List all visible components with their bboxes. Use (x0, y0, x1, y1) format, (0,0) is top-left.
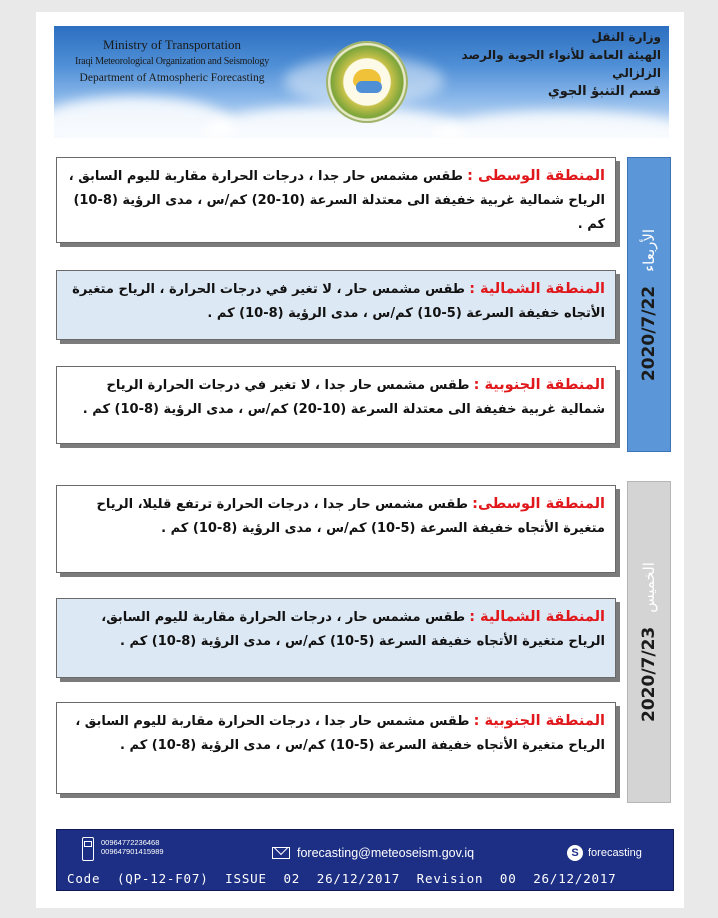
forecast-text: طقس مشمس حار جدا ، لا تغير في درجات الحرارة الرياح شمالية غربية خفيفة الى معتدلة السرعة (10-20) كم/س ، مدى الرؤية (8-10) كم . (82, 378, 605, 417)
region-label: المنطقة الوسطى: (472, 496, 605, 512)
department-name-ar: قسم التنبؤ الجوي (547, 84, 661, 99)
forecast-box-north-day1 (56, 270, 616, 340)
forecast-box-south-day1 (56, 366, 616, 444)
header-banner (54, 26, 669, 138)
skype-handle[interactable]: forecasting (588, 847, 642, 859)
email-link[interactable]: forecasting@meteoseism.gov.iq (297, 846, 475, 860)
forecast-box-central-day1 (56, 157, 616, 243)
day-tab-thursday (627, 481, 671, 803)
day-name: الأربعاء (640, 228, 659, 272)
region-label: المنطقة الشمالية : (469, 281, 605, 297)
header-english (62, 36, 282, 87)
skype-icon: S (567, 845, 583, 861)
organization-name-en: Iraqi Meteorological Organization and Seismology (74, 56, 270, 67)
forecast-text: طقس مشمس حار جدا ، درجات الحرارة مقاربة لليوم السابق ، الرياح متغيرة الأتجاه خفيفة السرعة (5-10) كم/س ، مدى الرؤية (8-10) كم . (75, 714, 605, 753)
region-label: المنطقة الشمالية : (469, 609, 605, 625)
phone-number-1: 009647722364​68 (101, 838, 160, 847)
forecast-text: طقس مشمس حار ، درجات الحرارة مقاربة لليوم السابق، الرياح متغيرة الأتجاه خفيفة السرعة (5-10) كم/س ، مدى الرؤية (8-10) كم . (101, 610, 605, 649)
day-date: 2020/7/22 (639, 285, 660, 381)
region-label: المنطقة الجنوبية : (473, 713, 605, 729)
forecast-text: طقس مشمس حار ، لا تغير في درجات الحرارة ، الرياح متغيرة الأتجاه خفيفة السرعة (5-10) كم/س ، مدى الرؤية (8-10) كم . (72, 282, 605, 321)
phone-icon (82, 837, 94, 861)
phone-number-2: 009647901415989 (101, 847, 164, 856)
forecast-text: طقس مشمس حار جدا ، درجات الحرارة ترتفع قليلا، الرياح متغيرة الأتجاه خفيفة السرعة (5-10) كم/س ، مدى الرؤية (8-10) كم . (96, 497, 605, 536)
region-label: المنطقة الجنوبية : (473, 377, 605, 393)
phone-numbers (101, 838, 164, 856)
forecast-box-south-day2 (56, 702, 616, 794)
region-label: المنطقة الوسطى : (467, 168, 605, 184)
day-date: 2020/7/23 (639, 626, 659, 722)
document-code-line: Code (QP-12-F07) ISSUE 02 26/12/2017 Revision 00 26/12/2017 (67, 871, 617, 886)
ministry-name-en: Ministry of Transportation (103, 37, 241, 52)
forecast-box-north-day2 (56, 598, 616, 678)
ministry-name-ar: وزارة النقل (591, 30, 661, 44)
day-tab-wednesday (627, 157, 671, 452)
department-name-en: Department of Atmospheric Forecasting (79, 72, 265, 84)
footer-bar (56, 829, 674, 891)
organization-name-ar: الهيئة العامة للأنواء الجوية والرصد الزلزالي (461, 48, 661, 80)
day-name: الخميس (640, 562, 658, 613)
header-arabic (431, 28, 661, 102)
forecast-box-central-day2 (56, 485, 616, 573)
forecast-text: طقس مشمس حار جدا ، درجات الحرارة مقاربة لليوم السابق ، الرياح شمالية غربية خفيفة الى معتدلة السرعة (10-20) كم/س ، مدى الرؤية (8-10) كم . (68, 169, 605, 232)
mail-icon (272, 847, 290, 859)
organization-seal-icon (326, 41, 408, 123)
